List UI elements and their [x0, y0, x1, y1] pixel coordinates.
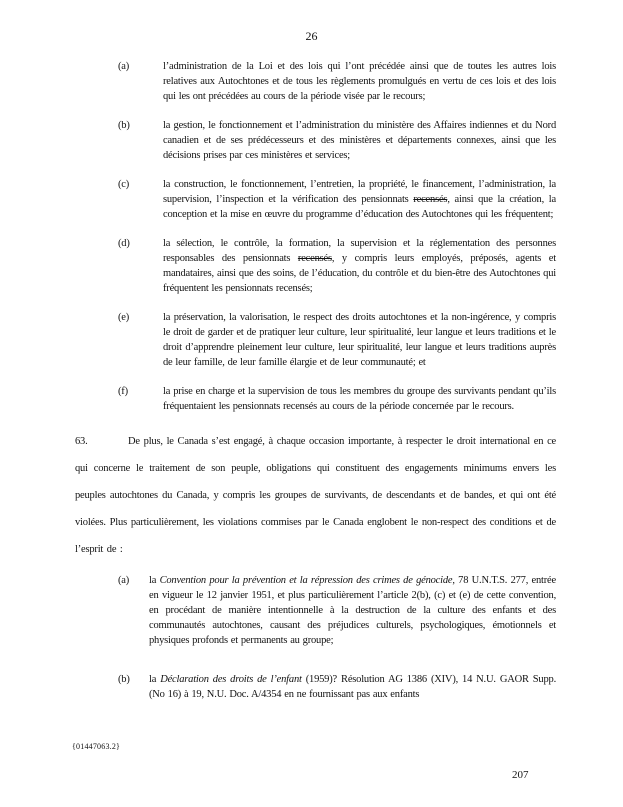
list-item — [75, 672, 556, 702]
subclause-list-first — [75, 59, 556, 414]
footer-docket-number: {01447063.2} — [72, 742, 121, 751]
clause-text: l’administration de la Loi et des lois qui l’ont précédée ainsi que de toutes les autres lois relatives aux Autochtones et de tous les règlements promulgués en vertu de ces lois et des lois qui les ont précédées au cours de la période visée par le recours; — [163, 61, 556, 102]
clause-text: la construction, le fonctionnement, l’entretien, la propriété, le financement, l’administration, la supervision, l’inspection et la vérification des pensionnats — [163, 179, 556, 205]
paragraph-63-number: 63. — [75, 436, 88, 447]
list-item-label: (a) — [118, 575, 130, 586]
list-item — [75, 177, 556, 222]
list-item — [75, 236, 556, 296]
list-item — [75, 384, 556, 414]
list-item-text — [163, 386, 556, 412]
struck-text: recensés — [413, 194, 448, 205]
clause-text: la prise en charge et la supervision de tous les membres du groupe des survivants pendant qu’ils fréquentaient les pensionnats recensés au cours de la période concernée par le recours. — [163, 386, 556, 412]
clause-text: la gestion, le fonctionnement et l’administration du ministère des Affaires indiennes et du Nord canadien et de ses prédécesseurs et des ministères et départements connexes, ainsi que les décisions prises par ces ministères et services; — [163, 120, 556, 161]
list-item-text — [163, 179, 556, 220]
header-page-number: 26 — [305, 29, 318, 43]
clause-text: , y compris leurs employés, préposés, agents et mandataires, ainsi que des soins, de l’éducation, du contrôle et du bien-être des Autochtones qui fréquentent les pensionnats recensés; — [163, 253, 556, 294]
list-item-label: (b) — [118, 120, 130, 131]
list-item-text — [163, 312, 556, 368]
document-body — [75, 59, 556, 702]
clause-text: la préservation, la valorisation, le respect des droits autochtones et la non-ingérence, y compris le droit de garder et de pratiquer leur culture, leur spiritualité, leur langue et leurs traditions et le droit d’apprendre pleinement leur culture, leur spiritualité, leur langue et leurs traditions auprès de leur famille, de leur famille élargie et de leur communauté; et — [163, 312, 556, 368]
list-item-label: (b) — [118, 674, 130, 685]
subclause-list-second — [75, 573, 556, 702]
clause-text: , ainsi que la création, la conception et la mise en œuvre du programme d’éducation des Autochtones qui les fréquentent; — [163, 194, 556, 220]
list-item-label: (e) — [118, 312, 130, 323]
citation-title: Convention pour la prévention et la répression des crimes de génocide — [159, 575, 453, 586]
list-item — [75, 118, 556, 163]
list-item-label: (f) — [118, 386, 128, 397]
list-item-label: (d) — [118, 238, 130, 249]
list-item-text — [163, 120, 556, 161]
footer-page-number: 207 — [512, 769, 529, 781]
clause-text: la — [149, 575, 160, 586]
list-item-text — [163, 61, 556, 102]
clause-text: (1959)? Résolution AG 1386 (XIV), 14 N.U. GAOR Supp. (No 16) à 19, N.U. Doc. A/4354 en ne fournissant pas aux enfants — [149, 674, 557, 700]
list-item-text — [149, 674, 556, 700]
list-item — [75, 59, 556, 104]
struck-text: recensés — [297, 253, 332, 264]
list-item-label: (c) — [118, 179, 130, 190]
list-item-label: (a) — [118, 61, 130, 72]
paragraph-63 — [75, 428, 556, 563]
clause-text: la — [149, 674, 161, 685]
paragraph-63-text: De plus, le Canada s’est engagé, à chaque occasion importante, à respecter le droit international en ce qui concerne le traitement de son peuple, obligations qui constituent des engagements minimums envers les peuples autochtones du Canada, y compris les groupes de survivants, de descendants et de bandes, et qui ont été violées. Plus particulièrement, les violations commises par le Canada englobent le non-respect des conditions et de l’esprit de : — [75, 436, 556, 555]
list-item — [75, 573, 556, 648]
clause-text: , 78 U.N.T.S. 277, entrée en vigueur le 12 janvier 1951, et plus particulièrement l’article 2(b), (c) et (e) de cette convention, en procédant de manière intentionnelle à la destruction de la culture des enfants et des communautés autochtones, causant des préjudices culturels, psychologiques, émotionnels et physiques profonds et permanents au groupe; — [149, 575, 556, 646]
list-item — [75, 310, 556, 370]
list-item-text — [163, 238, 556, 294]
list-item-text — [149, 575, 556, 646]
citation-title: Déclaration des droits de l’enfant — [160, 674, 302, 685]
clause-text: la sélection, le contrôle, la formation, la supervision et la réglementation des personnes responsables des pensionnats — [163, 238, 556, 264]
